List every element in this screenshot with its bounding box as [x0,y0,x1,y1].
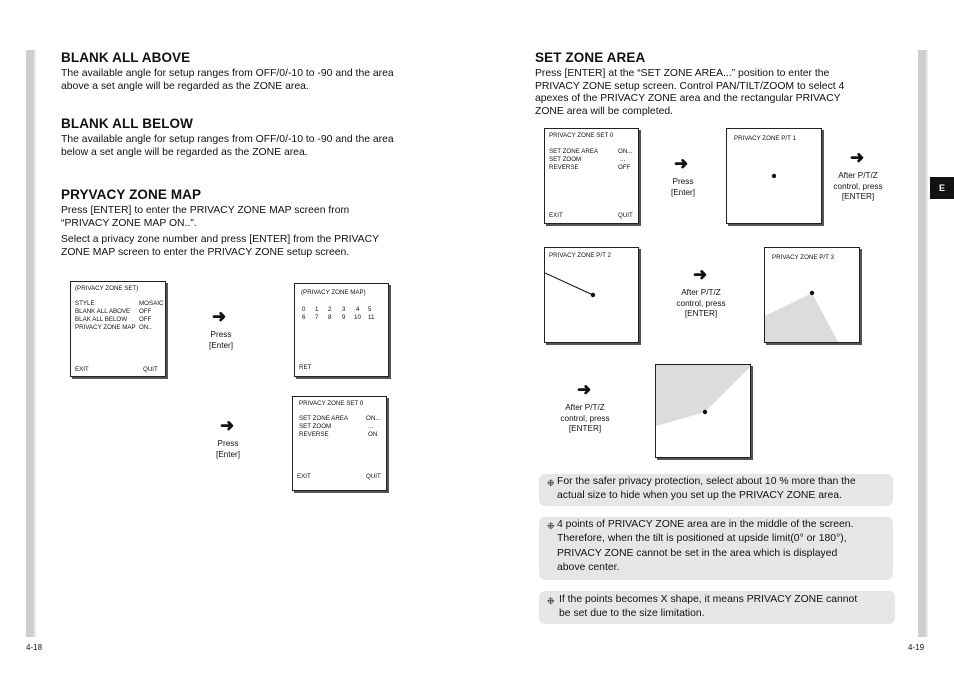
note-bullet-icon: ❉ [547,521,555,531]
set-zone-area-label: SET ZONE AREA [299,415,349,422]
text-line: “PRIVACY ZONE MAP ON..”. [61,217,197,229]
note-box-2 [539,517,893,580]
text-line: For the safer privacy protection, select about 10 % more than the [557,476,856,487]
zone-number: 6 [302,314,306,321]
note-box-1 [539,474,893,506]
set-zone-area-label: SET ZONE AREA [549,148,599,155]
text-line: ZONE MAP screen to enter the PRIVACY ZONE setup screen. [61,246,350,258]
blank-all-above-heading: BLANK ALL ABOVE [61,50,191,65]
zone-number: 10 [354,314,361,321]
blank-all-above-text [61,68,394,93]
caption-line: [ENTER] [568,424,602,434]
caption-line: After P/T/Z [681,288,721,297]
quit-label: QUIT [143,366,158,373]
style-value: MOSAIC [139,300,164,307]
text-line: actual size to hide when you set up the PRIVACY ZONE area. [557,490,842,502]
press-enter-caption [205,439,251,460]
press-enter-caption [660,177,706,198]
caption-line: [Enter] [208,340,234,350]
caption-line: Press [217,439,239,448]
privacy-zone-shape [765,293,838,342]
text-line: PRIVACY ZONE cannot be set in the area which is displayed [557,547,838,559]
zone-number: 5 [368,306,372,313]
zone-edge-line [545,273,593,295]
pt3-drawing [765,248,859,342]
caption-line: Press [210,330,232,339]
quit-label: QUIT [618,212,633,219]
privacy-zone-map-text-2 [61,234,379,259]
blank-above-label: BLANK ALL ABOVE [75,308,131,315]
privacy-zone-map-screen [294,283,389,377]
language-tab-e: E [930,177,954,199]
blank-all-below-heading: BLANK ALL BELOW [61,116,193,131]
screen-header: PRIVACY ZONE SET 0 [299,400,364,407]
text-line: Select a privacy zone number and press [ENTER] from the PRIVACY [61,234,380,245]
text-line: Press [ENTER] at the “SET ZONE AREA...” position to enter the [535,68,830,79]
zone-number: 8 [328,314,332,321]
zone-number: 2 [328,306,332,313]
right-margin-bar [918,50,926,637]
text-line: 4 points of PRIVACY ZONE area are in the middle of the screen. [557,519,854,530]
style-label: STYLE [75,300,95,307]
zone-map-label: PRIVACY ZONE MAP [75,324,136,331]
privacy-zone-pt4-screen [655,364,751,458]
exit-label: EXIT [297,473,311,480]
caption-line: [ENTER] [841,192,875,202]
pt1-drawing [727,129,821,223]
reverse-value: OFF [618,164,631,171]
zone-point-marker [810,291,814,295]
after-ptz-caption [553,403,617,435]
privacy-zone-map-text-1 [61,205,349,230]
caption-line: control, press [833,181,883,191]
after-ptz-caption [826,171,890,203]
zone-number: 1 [315,306,319,313]
after-ptz-caption [669,288,733,320]
arrow-right-icon: ➜ [850,148,865,167]
arrow-right-icon: ➜ [220,416,235,435]
exit-label: EXIT [75,366,89,373]
caption-line: Press [672,177,694,186]
page-number-left: 4-18 [26,643,43,652]
note-box-3 [539,591,895,624]
privacy-zone-map-heading: PRYVACY ZONE MAP [61,187,202,202]
zone-number: 11 [368,314,375,321]
privacy-zone-pt2-screen [544,247,639,343]
note-bullet-icon: ❉ [547,596,555,606]
text-line: PRIVACY ZONE setup screen. Control PAN/TILT/ZOOM to select 4 [535,80,845,92]
note-text [557,518,885,576]
privacy-zone-set-menu-screen [70,281,166,377]
text-line: The available angle for setup ranges from OFF/0/-10 to -90 and the area [61,68,394,79]
zone-number: 7 [315,314,319,321]
set-zoom-label: SET ZOOM [299,423,332,430]
pt2-drawing [545,248,638,342]
caption-line: After P/T/Z [565,403,605,412]
arrow-right-icon: ➜ [674,154,689,173]
privacy-zone-pt3-screen [764,247,860,343]
caption-line: [Enter] [215,449,241,459]
caption-line: control, press [676,298,726,308]
privacy-zone-set-screen-right [544,128,639,224]
page-number-right: 4-19 [908,643,925,652]
left-margin-bar [26,50,34,637]
text-line: ZONE area will be completed. [535,105,674,117]
note-text [557,475,885,504]
ret-label: RET [299,364,312,371]
zone-number: 0 [302,306,306,313]
set-zoom-label: SET ZOOM [549,156,582,163]
screen-header: PRIVACY ZONE SET 0 [549,132,614,139]
note-bullet-icon: ❉ [547,478,555,488]
text-line: above center. [557,562,620,574]
text-line: above a set angle will be regarded as the ZONE area. [61,80,309,92]
text-line: If the points becomes X shape, it means PRIVACY ZONE cannot [559,594,858,605]
reverse-value: ON [368,431,378,438]
text-line: Therefore, when the tilt is positioned at upside limit(0° or 180°), [557,533,847,545]
blank-above-value: OFF [139,308,152,315]
text-line: below a set angle will be regarded as the ZONE area. [61,146,308,158]
text-line: The available angle for setup ranges from OFF/0/-10 to -90 and the area [61,134,394,145]
reverse-label: REVERSE [549,164,579,171]
text-line: apexes of the PRIVACY ZONE area and the rectangular PRIVACY [535,93,841,105]
zone-point-marker [772,174,776,178]
screen-header: PRIVACY ZONE P/T 1 [734,135,796,142]
exit-label: EXIT [549,212,563,219]
text-line: be set due to the size limitation. [559,608,705,620]
blank-all-below-text [61,134,394,159]
set-zone-area-value: ON... [618,148,633,155]
blank-below-label: BLAK ALL BELOW [75,316,128,323]
press-enter-caption [198,330,244,351]
set-zone-area-heading: SET ZONE AREA [535,50,646,65]
screen-header: (PRIVACY ZONE MAP) [301,289,366,296]
set-zoom-value: ... [368,423,374,430]
privacy-zone-pt1-screen [726,128,822,224]
zone-map-value: ON.. [139,324,152,331]
zone-number: 4 [356,306,360,313]
arrow-right-icon: ➜ [693,265,708,284]
pt4-drawing [656,365,750,457]
caption-line: [ENTER] [684,309,718,319]
zone-point-marker [591,293,595,297]
reverse-label: REVERSE [299,431,329,438]
caption-line: [Enter] [670,187,696,197]
blank-below-value: OFF [139,316,152,323]
privacy-zone-set-0-screen [292,396,387,491]
caption-line: control, press [560,413,610,423]
screen-header: PRIVACY ZONE P/T 2 [549,252,611,259]
note-text [559,593,887,622]
set-zone-area-value: ON... [366,415,381,422]
zone-number: 3 [342,306,346,313]
quit-label: QUIT [366,473,381,480]
text-line: Press [ENTER] to enter the PRIVACY ZONE MAP screen from [61,205,350,216]
zone-number: 9 [342,314,346,321]
arrow-right-icon: ➜ [577,380,592,399]
caption-line: After P/T/Z [838,171,878,180]
set-zoom-value: ... [620,156,626,163]
set-zone-area-text [535,68,844,118]
screen-header: (PRIVACY ZONE SET) [75,285,139,292]
screen-header: PRIVACY ZONE P/T 3 [772,254,834,261]
privacy-zone-shape [656,365,750,426]
arrow-right-icon: ➜ [212,307,227,326]
zone-point-marker [703,410,707,414]
